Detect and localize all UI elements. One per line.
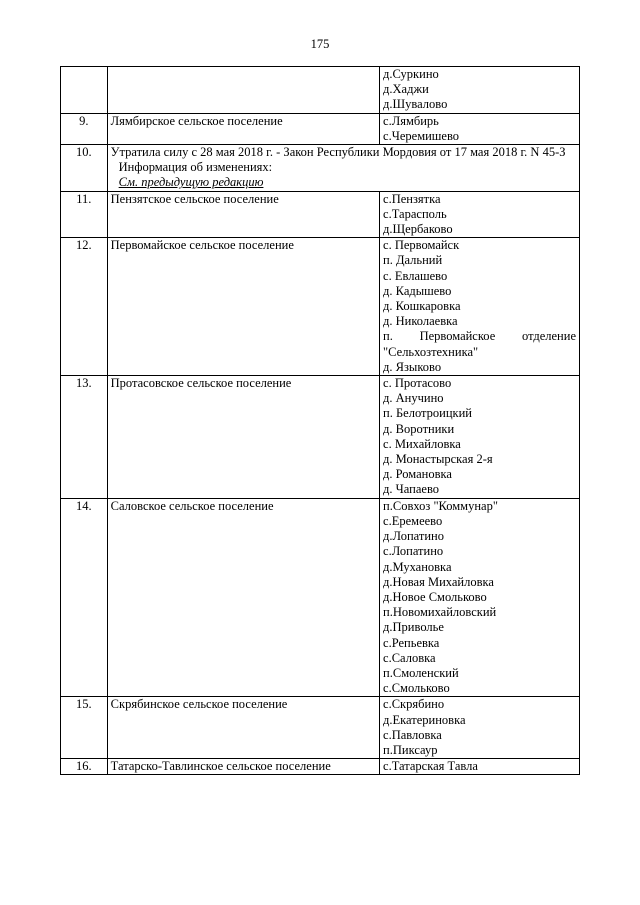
village-item: д.Лопатино bbox=[383, 529, 444, 544]
repeal-notice bbox=[107, 145, 579, 192]
row-number: 16. bbox=[61, 759, 108, 775]
settlement-name: Лямбирское сельское поселение bbox=[107, 113, 379, 144]
village-item: д.Шувалово bbox=[383, 97, 448, 112]
village-item: с.Черемишево bbox=[383, 128, 460, 143]
village-list bbox=[380, 238, 580, 376]
table-row bbox=[61, 697, 580, 759]
village-list bbox=[380, 113, 580, 144]
village-item: с.Тарасполь bbox=[383, 206, 447, 221]
village-item: с.Еремеево bbox=[383, 513, 443, 528]
row-number: 12. bbox=[61, 238, 108, 376]
settlement-name bbox=[107, 67, 379, 114]
village-list bbox=[380, 759, 580, 775]
row-number: 14. bbox=[61, 498, 108, 697]
village-item: п.Смоленский bbox=[383, 665, 459, 680]
village-item: с.Лямбирь bbox=[383, 113, 439, 128]
village-item: "Сельхозтехника" bbox=[383, 344, 479, 359]
settlement-name: Пензятское сельское поселение bbox=[107, 191, 379, 238]
village-item: д.Екатериновка bbox=[383, 712, 466, 727]
village-item: с.Павловка bbox=[383, 727, 442, 742]
table-row bbox=[61, 376, 580, 499]
village-item: д.Новое Смольково bbox=[383, 589, 487, 604]
village-item: с.Пензятка bbox=[383, 191, 441, 206]
village-list bbox=[380, 697, 580, 759]
village-item: с.Саловка bbox=[383, 650, 436, 665]
row-number: 15. bbox=[61, 697, 108, 759]
table-row bbox=[61, 67, 580, 114]
table-body bbox=[61, 67, 580, 775]
village-item: п. Белотроицкий bbox=[383, 406, 472, 421]
village-list bbox=[380, 376, 580, 499]
settlement-name: Первомайское сельское поселение bbox=[107, 238, 379, 376]
village-item: п. Дальний bbox=[383, 253, 443, 268]
village-item: д. Чапаево bbox=[383, 482, 440, 497]
village-item: д.Хаджи bbox=[383, 82, 429, 97]
settlement-name: Татарско-Тавлинское сельское поселение bbox=[107, 759, 379, 775]
village-item: с. Михайловка bbox=[383, 436, 461, 451]
village-item: п.Новомихайловский bbox=[383, 605, 497, 620]
village-list bbox=[380, 191, 580, 238]
village-item: с.Смольково bbox=[383, 681, 450, 696]
village-item: д. Николаевка bbox=[383, 314, 458, 329]
changes-info-label: Информация об изменениях: bbox=[118, 160, 273, 175]
settlements-table bbox=[60, 66, 580, 775]
village-list bbox=[380, 67, 580, 114]
village-item: с.Татарская Тавла bbox=[383, 759, 478, 774]
settlement-name: Протасовское сельское поселение bbox=[107, 376, 379, 499]
village-item: п. Первомайское отделение bbox=[383, 329, 576, 344]
village-item: с. Евлашево bbox=[383, 268, 448, 283]
village-item: д. Анучино bbox=[383, 391, 444, 406]
previous-edition-link[interactable]: См. предыдущую редакцию bbox=[118, 175, 264, 190]
village-item: д. Кошкаровка bbox=[383, 299, 461, 314]
village-item: с.Репьевка bbox=[383, 635, 440, 650]
village-item: д. Монастырская 2-я bbox=[383, 452, 493, 467]
village-item: д.Суркино bbox=[383, 67, 439, 81]
row-number bbox=[61, 67, 108, 114]
village-item: д.Приволье bbox=[383, 620, 444, 635]
repeal-text: Утратила силу с 28 мая 2018 г. - Закон Республики Мордовия от 17 мая 2018 г. N 45-З bbox=[110, 145, 566, 160]
table-row bbox=[61, 238, 580, 376]
village-item: с.Лопатино bbox=[383, 544, 444, 559]
village-item: п.Пиксаур bbox=[383, 742, 438, 757]
table-row bbox=[61, 113, 580, 144]
village-item: с.Скрябино bbox=[383, 697, 445, 712]
row-number: 9. bbox=[61, 113, 108, 144]
village-item: д. Романовка bbox=[383, 467, 452, 482]
village-item: с. Протасово bbox=[383, 376, 452, 391]
settlement-name: Саловское сельское поселение bbox=[107, 498, 379, 697]
table-row bbox=[61, 759, 580, 775]
table-row bbox=[61, 498, 580, 697]
village-item: д.Новая Михайловка bbox=[383, 574, 494, 589]
village-item: д.Мухановка bbox=[383, 559, 452, 574]
village-item: п.Совхоз "Коммунар" bbox=[383, 498, 498, 513]
table-row bbox=[61, 191, 580, 238]
row-number: 13. bbox=[61, 376, 108, 499]
settlement-name: Скрябинское сельское поселение bbox=[107, 697, 379, 759]
village-item: д. Воротники bbox=[383, 421, 455, 436]
village-item: д. Кадышево bbox=[383, 283, 452, 298]
village-list bbox=[380, 498, 580, 697]
table-row-repealed bbox=[61, 145, 580, 192]
village-item: д.Щербаково bbox=[383, 222, 453, 237]
row-number: 11. bbox=[61, 191, 108, 238]
village-item: с. Первомайск bbox=[383, 238, 460, 253]
page-number: 175 bbox=[310, 37, 330, 51]
village-item: д. Языково bbox=[383, 359, 442, 374]
row-number: 10. bbox=[61, 145, 108, 192]
